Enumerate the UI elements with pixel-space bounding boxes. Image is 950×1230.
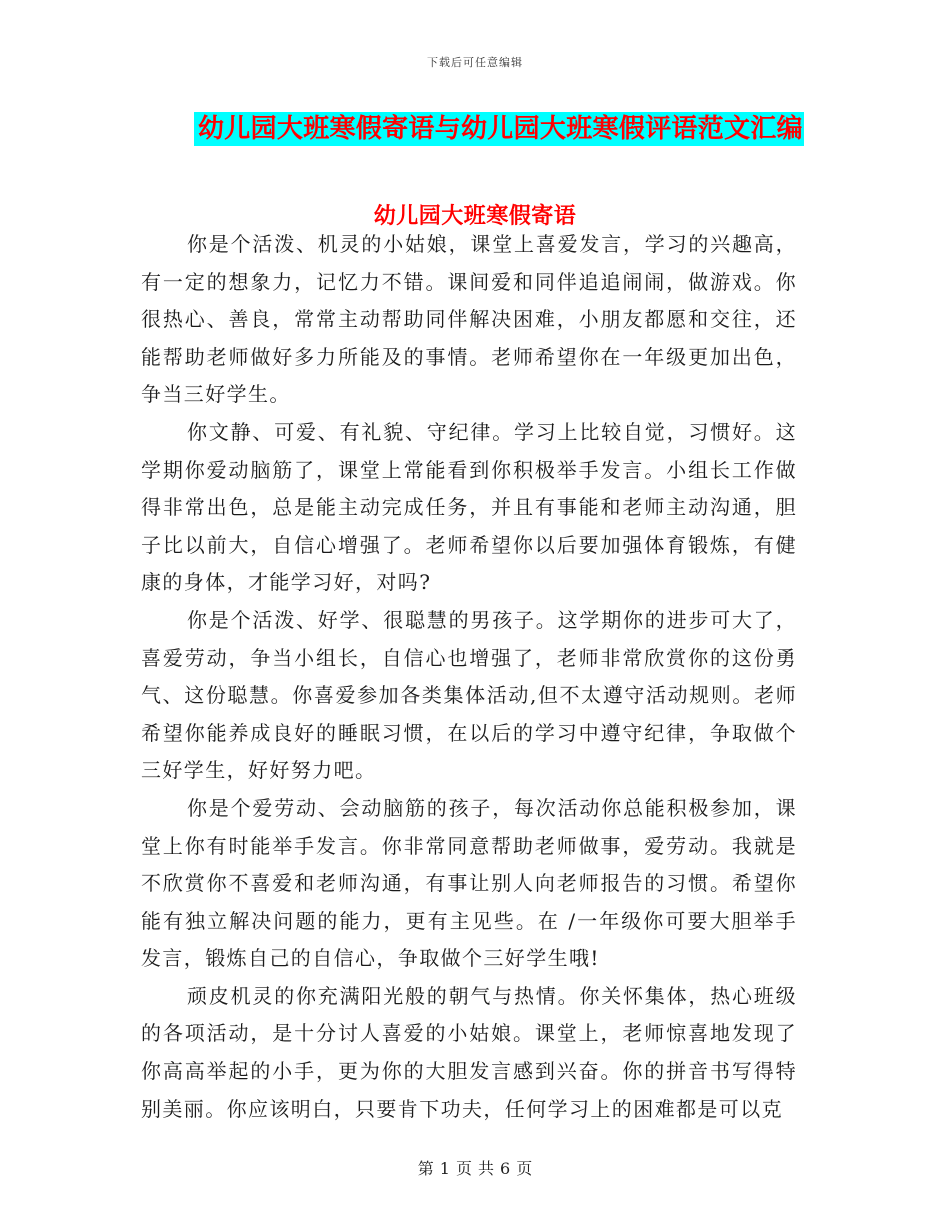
- paragraph: 你文静、可爱、有礼貌、守纪律。学习上比较自觉，习惯好。这学期你爱动脑筋了，课堂上常能看到你积极举手发言。小组长工作做得非常出色，总是能主动完成任务，并且有事能和老师主动沟通，胆子比以前大，自信心增强了。老师希望你以后要加强体育锻炼，有健康的身体，才能学习好，对吗?: [141, 419, 797, 595]
- main-title-container: [194, 112, 804, 146]
- footer-total-pages: 6: [500, 1159, 511, 1178]
- footer-total-word: 共: [478, 1159, 495, 1178]
- body-text: [141, 226, 797, 1128]
- footer-total-unit: 页: [516, 1159, 533, 1178]
- footer-page-unit: 页: [455, 1159, 472, 1178]
- paragraph: 你是个活泼、机灵的小姑娘，课堂上喜爱发言，学习的兴趣高，有一定的想象力，记忆力不错。课间爱和同伴追追闹闹，做游戏。你很热心、善良，常常主动帮助同伴解决困难，小朋友都愿和交往，还能帮助老师做好多力所能及的事情。老师希望你在一年级更加出色，争当三好学生。: [141, 232, 797, 407]
- paragraph: 你是个活泼、好学、很聪慧的男孩子。这学期你的进步可大了，喜爱劳动，争当小组长，自信心也增强了，老师非常欣赏你的这份勇气、这份聪慧。你喜爱参加各类集体活动,但不太遵守活动规则。老师希望你能养成良好的睡眠习惯，在以后的学习中遵守纪律，争取做个三好学生，好好努力吧。: [141, 607, 797, 783]
- footer-page-word: 第: [417, 1159, 434, 1178]
- main-title: 幼儿园大班寒假寄语与幼儿园大班寒假评语范文汇编: [194, 112, 804, 146]
- paragraph: 你是个爱劳动、会动脑筋的孩子，每次活动你总能积极参加，课堂上你有时能举手发言。你非常同意帮助老师做事，爱劳动。我就是不欣赏你不喜爱和老师沟通，有事让别人向老师报告的习惯。希望你能有独立解决问题的能力，更有主见些。在 /一年级你可要大胆举手发言，锻炼自己的自信心，争取做个三好学生哦!: [141, 795, 797, 971]
- header-note: 下载后可任意编辑: [427, 56, 523, 69]
- page-footer: [0, 1156, 950, 1179]
- footer-page-number: 1: [439, 1159, 450, 1178]
- paragraph: 顽皮机灵的你充满阳光般的朝气与热情。你关怀集体，热心班级的各项活动，是十分讨人喜爱的小姑娘。课堂上，老师惊喜地发现了你高高举起的小手，更为你的大胆发言感到兴奋。你的拼音书写得特别美丽。你应该明白，只要肯下功夫，任何学习上的困难都是可以克: [141, 983, 797, 1121]
- section-title: 幼儿园大班寒假寄语: [373, 203, 577, 229]
